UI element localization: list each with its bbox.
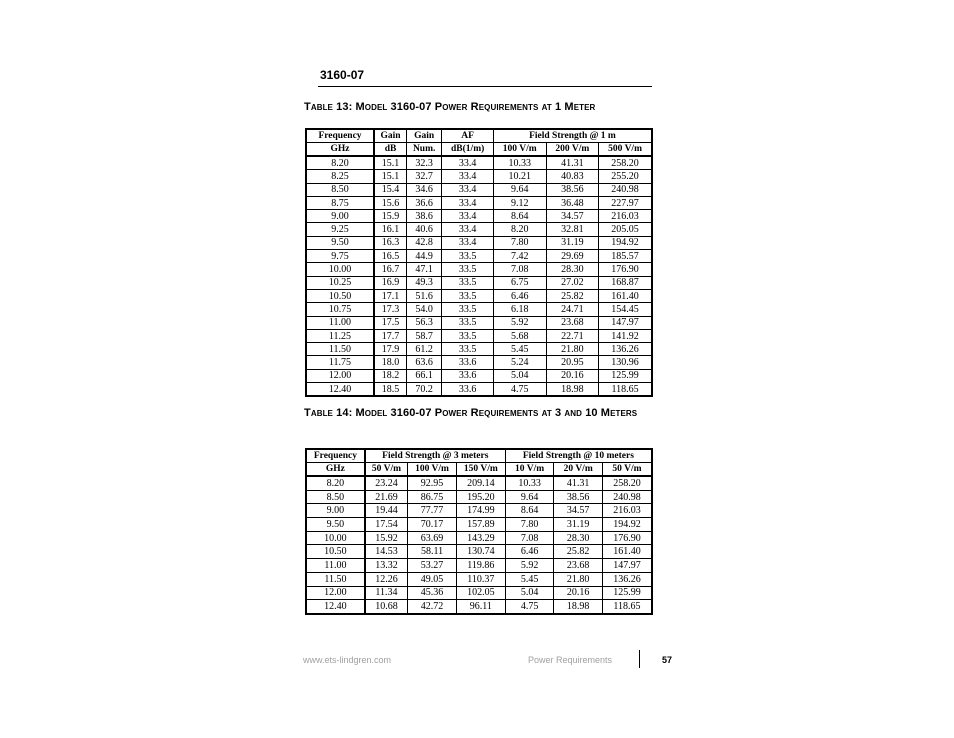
frequency-cell: 8.25: [306, 170, 374, 183]
table13-subheader: 500 V/m: [599, 143, 652, 157]
table-cell: 15.9: [374, 210, 407, 223]
table-cell: 157.89: [456, 518, 505, 532]
table-cell: 29.69: [546, 250, 599, 263]
table-cell: 10.21: [493, 170, 546, 183]
table-row: [306, 572, 652, 586]
footer-section-title: Power Requirements: [528, 655, 613, 665]
frequency-cell: 8.50: [306, 183, 374, 196]
table-row: [306, 236, 652, 249]
table-cell: 14.53: [365, 545, 408, 559]
table-row: [306, 343, 652, 356]
table-row: [306, 586, 652, 600]
table-cell: 18.5: [374, 383, 407, 397]
table14-subheader: GHz: [306, 463, 365, 477]
table-cell: 147.97: [602, 559, 652, 573]
frequency-cell: 10.50: [306, 545, 365, 559]
table-cell: 19.44: [365, 504, 408, 518]
table-cell: 58.7: [407, 329, 442, 342]
table-cell: 36.48: [546, 196, 599, 209]
table-cell: 23.68: [546, 316, 599, 329]
table-cell: 185.57: [599, 250, 652, 263]
table-cell: 194.92: [599, 236, 652, 249]
table13-header: AF: [442, 129, 494, 143]
table-cell: 6.46: [493, 289, 546, 302]
table13-subheader: 100 V/m: [493, 143, 546, 157]
table13-header: Gain: [374, 129, 407, 143]
header-rule: [318, 86, 652, 87]
frequency-cell: 11.00: [306, 559, 365, 573]
table-row: [306, 476, 652, 490]
table14-subheader: 20 V/m: [554, 463, 603, 477]
table-cell: 70.17: [408, 518, 457, 532]
table-cell: 18.98: [546, 383, 599, 397]
table-row: [306, 250, 652, 263]
table-cell: 21.80: [554, 572, 603, 586]
table-row: [306, 383, 652, 397]
table-cell: 118.65: [599, 383, 652, 397]
table-cell: 42.72: [408, 600, 457, 614]
table-cell: 20.95: [546, 356, 599, 369]
table-cell: 8.20: [493, 223, 546, 236]
table-cell: 176.90: [599, 263, 652, 276]
table-cell: 5.92: [505, 559, 554, 573]
table-cell: 125.99: [599, 369, 652, 382]
table-cell: 141.92: [599, 329, 652, 342]
table-cell: 168.87: [599, 276, 652, 289]
table-cell: 23.24: [365, 476, 408, 490]
table-cell: 31.19: [546, 236, 599, 249]
table-cell: 9.64: [493, 183, 546, 196]
table-cell: 15.1: [374, 156, 407, 170]
table-cell: 49.3: [407, 276, 442, 289]
table-cell: 33.5: [442, 343, 494, 356]
table13-caption: Table 13: Model 3160-07 Power Requirements at 1 Meter: [304, 101, 596, 113]
frequency-cell: 9.50: [306, 236, 374, 249]
table-cell: 6.18: [493, 303, 546, 316]
frequency-cell: 9.00: [306, 504, 365, 518]
table-cell: 15.4: [374, 183, 407, 196]
table-cell: 20.16: [546, 369, 599, 382]
table-cell: 205.05: [599, 223, 652, 236]
table-cell: 33.4: [442, 170, 494, 183]
table14-caption: Table 14: Model 3160-07 Power Requirements at 3 and 10 Meters: [304, 407, 638, 419]
table-cell: 240.98: [602, 490, 652, 504]
table-cell: 17.1: [374, 289, 407, 302]
frequency-cell: 9.50: [306, 518, 365, 532]
table-row: [306, 531, 652, 545]
frequency-cell: 12.40: [306, 600, 365, 614]
table-cell: 130.96: [599, 356, 652, 369]
table-cell: 7.80: [505, 518, 554, 532]
table-cell: 16.9: [374, 276, 407, 289]
table-cell: 33.5: [442, 289, 494, 302]
frequency-cell: 10.00: [306, 263, 374, 276]
table-cell: 110.37: [456, 572, 505, 586]
table-cell: 25.82: [546, 289, 599, 302]
table-cell: 77.77: [408, 504, 457, 518]
table-cell: 16.5: [374, 250, 407, 263]
table-cell: 33.5: [442, 316, 494, 329]
table-cell: 176.90: [602, 531, 652, 545]
table-cell: 18.98: [554, 600, 603, 614]
table-cell: 240.98: [599, 183, 652, 196]
table-cell: 32.7: [407, 170, 442, 183]
table-cell: 15.1: [374, 170, 407, 183]
table-cell: 209.14: [456, 476, 505, 490]
table-cell: 119.86: [456, 559, 505, 573]
table-row: [306, 289, 652, 302]
table-cell: 20.16: [554, 586, 603, 600]
table-cell: 216.03: [599, 210, 652, 223]
table-cell: 23.68: [554, 559, 603, 573]
frequency-cell: 11.50: [306, 343, 374, 356]
table-row: [306, 263, 652, 276]
table-cell: 47.1: [407, 263, 442, 276]
table-cell: 56.3: [407, 316, 442, 329]
table-cell: 36.6: [407, 196, 442, 209]
table-cell: 66.1: [407, 369, 442, 382]
table-cell: 161.40: [602, 545, 652, 559]
table-cell: 41.31: [554, 476, 603, 490]
table-row: [306, 600, 652, 614]
table-cell: 9.12: [493, 196, 546, 209]
table-cell: 15.92: [365, 531, 408, 545]
frequency-cell: 9.75: [306, 250, 374, 263]
table-row: [306, 210, 652, 223]
footer-divider: [639, 650, 640, 668]
table-cell: 255.20: [599, 170, 652, 183]
table-cell: 136.26: [602, 572, 652, 586]
table-cell: 96.11: [456, 600, 505, 614]
frequency-cell: 11.75: [306, 356, 374, 369]
table-cell: 118.65: [602, 600, 652, 614]
table-cell: 7.42: [493, 250, 546, 263]
table-row: [306, 356, 652, 369]
table13-subheader: 200 V/m: [546, 143, 599, 157]
table-cell: 21.69: [365, 490, 408, 504]
table-cell: 154.45: [599, 303, 652, 316]
table-cell: 5.24: [493, 356, 546, 369]
table-cell: 10.33: [493, 156, 546, 170]
frequency-cell: 10.75: [306, 303, 374, 316]
table14-subheader: 10 V/m: [505, 463, 554, 477]
table-cell: 38.56: [546, 183, 599, 196]
table-row: [306, 316, 652, 329]
table-cell: 21.80: [546, 343, 599, 356]
table-cell: 49.05: [408, 572, 457, 586]
table-cell: 28.30: [554, 531, 603, 545]
frequency-cell: 12.00: [306, 586, 365, 600]
table13-subheader: dB(1/m): [442, 143, 494, 157]
table-cell: 12.26: [365, 572, 408, 586]
table-cell: 5.92: [493, 316, 546, 329]
frequency-cell: 10.50: [306, 289, 374, 302]
table-cell: 10.33: [505, 476, 554, 490]
table-cell: 33.5: [442, 303, 494, 316]
table-cell: 5.04: [505, 586, 554, 600]
table-cell: 63.6: [407, 356, 442, 369]
table-row: [306, 504, 652, 518]
table13-header: Field Strength @ 1 m: [493, 129, 652, 143]
table-cell: 4.75: [493, 383, 546, 397]
table-cell: 54.0: [407, 303, 442, 316]
table-cell: 40.83: [546, 170, 599, 183]
table-cell: 40.6: [407, 223, 442, 236]
table-cell: 45.36: [408, 586, 457, 600]
table-cell: 70.2: [407, 383, 442, 397]
frequency-cell: 8.20: [306, 476, 365, 490]
table-cell: 17.3: [374, 303, 407, 316]
table-cell: 9.64: [505, 490, 554, 504]
table14-body: [306, 476, 652, 614]
table-cell: 194.92: [602, 518, 652, 532]
table-cell: 130.74: [456, 545, 505, 559]
frequency-cell: 10.00: [306, 531, 365, 545]
table-cell: 33.6: [442, 356, 494, 369]
table-cell: 61.2: [407, 343, 442, 356]
table-cell: 17.9: [374, 343, 407, 356]
table-cell: 18.2: [374, 369, 407, 382]
table-cell: 33.4: [442, 183, 494, 196]
table-cell: 4.75: [505, 600, 554, 614]
table13-subheader: Num.: [407, 143, 442, 157]
table-cell: 7.08: [505, 531, 554, 545]
table-cell: 17.5: [374, 316, 407, 329]
table-cell: 33.5: [442, 263, 494, 276]
table-cell: 143.29: [456, 531, 505, 545]
table-row: [306, 303, 652, 316]
table14-header: Field Strength @ 3 meters: [365, 449, 505, 463]
table-cell: 33.4: [442, 156, 494, 170]
table13-subheader: dB: [374, 143, 407, 157]
table-row: [306, 223, 652, 236]
table14-header: Field Strength @ 10 meters: [505, 449, 652, 463]
table-cell: 161.40: [599, 289, 652, 302]
table14-subheader: 100 V/m: [408, 463, 457, 477]
table-cell: 25.82: [554, 545, 603, 559]
table-cell: 27.02: [546, 276, 599, 289]
table-row: [306, 196, 652, 209]
table-cell: 17.7: [374, 329, 407, 342]
table-cell: 8.64: [505, 504, 554, 518]
frequency-cell: 8.75: [306, 196, 374, 209]
table14-header: Frequency: [306, 449, 365, 463]
table-cell: 33.6: [442, 383, 494, 397]
table-cell: 174.99: [456, 504, 505, 518]
table-cell: 58.11: [408, 545, 457, 559]
frequency-cell: 12.40: [306, 383, 374, 397]
table-cell: 34.6: [407, 183, 442, 196]
frequency-cell: 8.50: [306, 490, 365, 504]
table-row: [306, 276, 652, 289]
table14-subheader: 50 V/m: [602, 463, 652, 477]
frequency-cell: 11.00: [306, 316, 374, 329]
frequency-cell: 9.00: [306, 210, 374, 223]
table-cell: 44.9: [407, 250, 442, 263]
table-cell: 86.75: [408, 490, 457, 504]
table-cell: 258.20: [602, 476, 652, 490]
frequency-cell: 11.25: [306, 329, 374, 342]
table-cell: 125.99: [602, 586, 652, 600]
table-cell: 33.4: [442, 236, 494, 249]
table-cell: 33.4: [442, 196, 494, 209]
table-cell: 32.81: [546, 223, 599, 236]
table-cell: 13.32: [365, 559, 408, 573]
table-cell: 28.30: [546, 263, 599, 276]
table-cell: 38.56: [554, 490, 603, 504]
table-cell: 92.95: [408, 476, 457, 490]
table-cell: 258.20: [599, 156, 652, 170]
table-cell: 216.03: [602, 504, 652, 518]
table13-header: Frequency: [306, 129, 374, 143]
table-cell: 33.5: [442, 250, 494, 263]
table-row: [306, 490, 652, 504]
table-cell: 42.8: [407, 236, 442, 249]
table14-subheader: 150 V/m: [456, 463, 505, 477]
table-cell: 5.68: [493, 329, 546, 342]
table-cell: 5.45: [493, 343, 546, 356]
table-cell: 7.08: [493, 263, 546, 276]
table-row: [306, 518, 652, 532]
table-cell: 8.64: [493, 210, 546, 223]
table-row: [306, 559, 652, 573]
table-cell: 10.68: [365, 600, 408, 614]
table-cell: 53.27: [408, 559, 457, 573]
table-cell: 63.69: [408, 531, 457, 545]
table-cell: 34.57: [546, 210, 599, 223]
table-row: [306, 329, 652, 342]
page-number: 57: [662, 655, 673, 665]
table-cell: 16.7: [374, 263, 407, 276]
table-row: [306, 183, 652, 196]
table-row: [306, 369, 652, 382]
table-row: [306, 170, 652, 183]
table14-subheader: 50 V/m: [365, 463, 408, 477]
table-cell: 227.97: [599, 196, 652, 209]
table-row: [306, 156, 652, 170]
table-cell: 5.04: [493, 369, 546, 382]
table-cell: 6.75: [493, 276, 546, 289]
frequency-cell: 12.00: [306, 369, 374, 382]
table-cell: 38.6: [407, 210, 442, 223]
document-model-header: 3160-07: [320, 68, 365, 82]
table-cell: 102.05: [456, 586, 505, 600]
frequency-cell: 11.50: [306, 572, 365, 586]
table-cell: 22.71: [546, 329, 599, 342]
table-cell: 6.46: [505, 545, 554, 559]
table-cell: 5.45: [505, 572, 554, 586]
table-cell: 33.4: [442, 223, 494, 236]
table-cell: 41.31: [546, 156, 599, 170]
table-cell: 33.4: [442, 210, 494, 223]
table-cell: 16.1: [374, 223, 407, 236]
table-cell: 18.0: [374, 356, 407, 369]
frequency-cell: 9.25: [306, 223, 374, 236]
table-cell: 136.26: [599, 343, 652, 356]
table14: [305, 448, 653, 615]
frequency-cell: 8.20: [306, 156, 374, 170]
table-cell: 51.6: [407, 289, 442, 302]
table-cell: 33.5: [442, 276, 494, 289]
table13-subheader: GHz: [306, 143, 374, 157]
table-cell: 33.6: [442, 369, 494, 382]
table-cell: 24.71: [546, 303, 599, 316]
table-row: [306, 545, 652, 559]
table-cell: 7.80: [493, 236, 546, 249]
table-cell: 34.57: [554, 504, 603, 518]
table-cell: 32.3: [407, 156, 442, 170]
frequency-cell: 10.25: [306, 276, 374, 289]
table-cell: 16.3: [374, 236, 407, 249]
table13-body: [306, 156, 652, 396]
table13-header: Gain: [407, 129, 442, 143]
table-cell: 31.19: [554, 518, 603, 532]
table13: [305, 128, 653, 397]
table-cell: 33.5: [442, 329, 494, 342]
table-cell: 147.97: [599, 316, 652, 329]
table-cell: 15.6: [374, 196, 407, 209]
table-cell: 195.20: [456, 490, 505, 504]
table-cell: 17.54: [365, 518, 408, 532]
footer-url: www.ets-lindgren.com: [303, 655, 392, 665]
table-cell: 11.34: [365, 586, 408, 600]
